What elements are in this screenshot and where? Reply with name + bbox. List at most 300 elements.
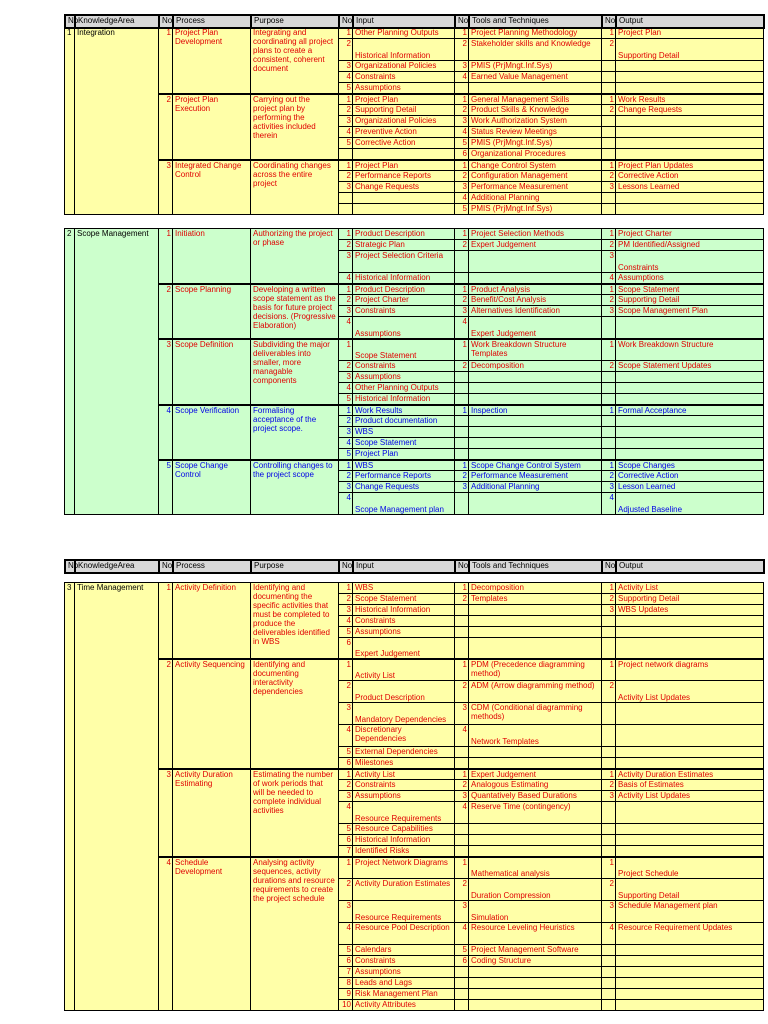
output-number (602, 758, 616, 769)
process-purpose: Coordinating changes across the entire project (251, 160, 339, 215)
output-item (616, 416, 764, 427)
tool-item: Stakeholder skills and Knowledge (469, 39, 602, 61)
tool-number: 1 (455, 857, 469, 879)
tool-number (455, 251, 469, 273)
header-process-no: No (159, 560, 173, 573)
output-number (602, 824, 616, 835)
output-number (602, 427, 616, 438)
tool-number (455, 989, 469, 1000)
header-output-no: No (602, 560, 616, 573)
input-number: 1 (339, 583, 353, 594)
table-row (65, 659, 764, 681)
tool-number (455, 372, 469, 383)
process-purpose: Carrying out the project plan by performing the activities included therein (251, 94, 339, 160)
input-item: Scope Statement (353, 438, 455, 449)
input-number: 2 (339, 780, 353, 791)
output-item (616, 438, 764, 449)
process-purpose: Subdividing the major deliverables into smaller, more managable components (251, 339, 339, 405)
output-number: 3 (602, 791, 616, 802)
input-number: 1 (339, 229, 353, 240)
input-number: 2 (339, 416, 353, 427)
output-item (616, 83, 764, 94)
input-item (353, 193, 455, 204)
output-item (616, 317, 764, 339)
input-item: Change Requests (353, 182, 455, 193)
tool-item (469, 438, 602, 449)
input-number: 4 (339, 923, 353, 945)
input-item: Historical Information (353, 273, 455, 284)
output-number (602, 127, 616, 138)
tool-number: 1 (455, 769, 469, 780)
tool-number: 3 (455, 116, 469, 127)
tool-number: 1 (455, 659, 469, 681)
input-number: 3 (339, 427, 353, 438)
input-number: 4 (339, 383, 353, 394)
tool-item: General Management Skills (469, 94, 602, 105)
process-number: 2 (159, 659, 173, 769)
input-item: Constraints (353, 616, 455, 627)
output-item: WBS Updates (616, 605, 764, 616)
output-item (616, 846, 764, 857)
header-purpose: Purpose (251, 560, 339, 573)
output-item (616, 989, 764, 1000)
tool-number: 3 (455, 306, 469, 317)
output-item (616, 835, 764, 846)
header-output: Output (616, 560, 764, 573)
input-number (339, 149, 353, 160)
output-number: 3 (602, 182, 616, 193)
knowledge-area-number: 1 (65, 28, 75, 215)
input-item: Discretionary Dependencies (353, 725, 455, 747)
input-number: 3 (339, 116, 353, 127)
tool-item (469, 449, 602, 460)
input-item: Activity List (353, 659, 455, 681)
tool-number (455, 493, 469, 515)
tool-item: Project Planning Methodology (469, 28, 602, 39)
input-item: Product Description (353, 229, 455, 240)
header-row (65, 560, 764, 573)
process-purpose: Identifying and documenting the specific activities that must be completed to produce the deliverables identified in WBS (251, 583, 339, 659)
input-item: Scope Management plan (353, 493, 455, 515)
tool-item: ADM (Arrow diagramming method) (469, 681, 602, 703)
output-item (616, 204, 764, 215)
input-number: 2 (339, 594, 353, 605)
tool-number: 2 (455, 39, 469, 61)
output-item (616, 383, 764, 394)
output-item (616, 61, 764, 72)
output-number (602, 802, 616, 824)
output-item: Lesson Learned (616, 482, 764, 493)
input-item: Expert Judgement (353, 638, 455, 659)
output-item (616, 967, 764, 978)
output-number (602, 967, 616, 978)
output-number: 2 (602, 39, 616, 61)
process-name: Project Plan Execution (173, 94, 251, 160)
output-number (602, 204, 616, 215)
input-item: Historical Information (353, 39, 455, 61)
process-purpose: Estimating the number of work periods that will be needed to complete individual activities (251, 769, 339, 857)
output-number: 3 (602, 482, 616, 493)
output-number: 2 (602, 361, 616, 372)
tool-number: 4 (455, 317, 469, 339)
header-tools: Tools and Techniques (469, 15, 602, 28)
tool-number (455, 616, 469, 627)
process-name: Project Plan Development (173, 28, 251, 94)
output-item: Work Breakdown Structure (616, 339, 764, 361)
output-item (616, 945, 764, 956)
output-number: 3 (602, 251, 616, 273)
input-number: 3 (339, 703, 353, 725)
process-number: 3 (159, 160, 173, 215)
tool-item (469, 758, 602, 769)
output-item: Resource Requirement Updates (616, 923, 764, 945)
output-number: 2 (602, 879, 616, 901)
output-number (602, 138, 616, 149)
input-item (353, 149, 455, 160)
tool-number: 4 (455, 725, 469, 747)
tool-number (455, 627, 469, 638)
tool-item (469, 616, 602, 627)
tool-item: Project Selection Methods (469, 229, 602, 240)
input-item: WBS (353, 460, 455, 471)
process-name: Integrated Change Control (173, 160, 251, 215)
input-number: 2 (339, 295, 353, 306)
tool-number: 3 (455, 182, 469, 193)
tool-number: 5 (455, 138, 469, 149)
output-item: Constraints (616, 251, 764, 273)
tool-item: Additional Planning (469, 193, 602, 204)
input-number: 3 (339, 901, 353, 923)
output-item: Project Plan Updates (616, 160, 764, 171)
tool-item: Configuration Management (469, 171, 602, 182)
header-process-no: No (159, 15, 173, 28)
output-number: 2 (602, 594, 616, 605)
tool-number (455, 758, 469, 769)
header-input-no: No (339, 15, 353, 28)
section-table (64, 228, 764, 515)
tool-number: 1 (455, 28, 469, 39)
input-item: Product Description (353, 681, 455, 703)
output-item: PM Identified/Assigned (616, 240, 764, 251)
output-number: 1 (602, 229, 616, 240)
output-number (602, 616, 616, 627)
output-number: 1 (602, 28, 616, 39)
input-number: 7 (339, 846, 353, 857)
process-number: 3 (159, 769, 173, 857)
output-number (602, 383, 616, 394)
tool-number: 4 (455, 193, 469, 204)
input-number: 4 (339, 273, 353, 284)
output-number: 1 (602, 339, 616, 361)
tool-number: 5 (455, 945, 469, 956)
section-table (64, 27, 764, 215)
input-number: 5 (339, 824, 353, 835)
input-item: Product Description (353, 284, 455, 295)
input-item: Constraints (353, 780, 455, 791)
input-number: 1 (339, 28, 353, 39)
output-item (616, 802, 764, 824)
section-table (64, 582, 764, 1011)
input-item: Scope Statement (353, 594, 455, 605)
input-item: Assumptions (353, 791, 455, 802)
input-number: 5 (339, 627, 353, 638)
input-item: Activity List (353, 769, 455, 780)
input-item: Historical Information (353, 605, 455, 616)
process-number: 2 (159, 284, 173, 339)
tool-item: Product Analysis (469, 284, 602, 295)
tool-item (469, 978, 602, 989)
input-number: 10 (339, 1000, 353, 1011)
output-item: Activity List Updates (616, 791, 764, 802)
output-item (616, 638, 764, 659)
input-item: Strategic Plan (353, 240, 455, 251)
input-item: Project Selection Criteria (353, 251, 455, 273)
tool-item: Duration Compression (469, 879, 602, 901)
output-number: 2 (602, 171, 616, 182)
tool-item (469, 835, 602, 846)
input-number: 4 (339, 438, 353, 449)
process-name: Scope Definition (173, 339, 251, 405)
input-item: Assumptions (353, 627, 455, 638)
output-item: Corrective Action (616, 171, 764, 182)
input-number: 1 (339, 857, 353, 879)
tool-number: 6 (455, 956, 469, 967)
tool-item: Inspection (469, 405, 602, 416)
tool-item: Templates (469, 594, 602, 605)
process-purpose: Controlling changes to the project scope (251, 460, 339, 515)
process-name: Initiation (173, 229, 251, 284)
output-item (616, 116, 764, 127)
table-row (65, 284, 764, 295)
header-knowledge-area: KnowledgeArea (75, 15, 159, 28)
tool-item: Expert Judgement (469, 240, 602, 251)
tool-item: PMIS (PrjMngt.Inf.Sys) (469, 138, 602, 149)
tool-number (455, 383, 469, 394)
tool-number (455, 273, 469, 284)
tool-number: 1 (455, 583, 469, 594)
tool-item (469, 394, 602, 405)
input-number: 4 (339, 127, 353, 138)
tool-item: Organizational Procedures (469, 149, 602, 160)
output-number (602, 438, 616, 449)
tool-number: 3 (455, 482, 469, 493)
output-item: Formal Acceptance (616, 405, 764, 416)
output-item: Lessons Learned (616, 182, 764, 193)
input-item: Assumptions (353, 83, 455, 94)
output-number (602, 116, 616, 127)
output-number: 2 (602, 105, 616, 116)
tool-item: Simulation (469, 901, 602, 923)
input-item: Project Charter (353, 295, 455, 306)
output-item: Supporting Detail (616, 594, 764, 605)
input-item: Activity Attributes (353, 1000, 455, 1011)
input-number: 6 (339, 956, 353, 967)
output-item: Basis of Estimates (616, 780, 764, 791)
output-number (602, 317, 616, 339)
header-input: Input (353, 560, 455, 573)
tool-number: 3 (455, 703, 469, 725)
input-number: 2 (339, 681, 353, 703)
input-number: 4 (339, 616, 353, 627)
tool-item: PMIS (PrjMngt.Inf.Sys) (469, 61, 602, 72)
tool-number: 1 (455, 284, 469, 295)
input-item: Assumptions (353, 372, 455, 383)
input-item: Other Planning Outputs (353, 28, 455, 39)
tool-number: 4 (455, 923, 469, 945)
input-number: 5 (339, 945, 353, 956)
output-item: Scope Management Plan (616, 306, 764, 317)
tool-item: Change Control System (469, 160, 602, 171)
input-number: 2 (339, 361, 353, 372)
tool-item: Alternatives Identification (469, 306, 602, 317)
output-item: Project Schedule (616, 857, 764, 879)
input-number: 6 (339, 835, 353, 846)
header-output: Output (616, 15, 764, 28)
process-name: Activity Definition (173, 583, 251, 659)
input-number: 3 (339, 251, 353, 273)
input-number: 4 (339, 317, 353, 339)
tool-item: Scope Change Control System (469, 460, 602, 471)
tool-number (455, 427, 469, 438)
input-item: Calendars (353, 945, 455, 956)
output-number: 1 (602, 583, 616, 594)
knowledge-area-number: 2 (65, 229, 75, 515)
input-item: Product documentation (353, 416, 455, 427)
input-item: WBS (353, 583, 455, 594)
output-number (602, 449, 616, 460)
tool-number (455, 394, 469, 405)
input-number: 6 (339, 638, 353, 659)
output-item: Project Charter (616, 229, 764, 240)
output-number (602, 978, 616, 989)
input-number: 7 (339, 967, 353, 978)
header-table (64, 14, 765, 29)
tool-item (469, 824, 602, 835)
output-number: 1 (602, 160, 616, 171)
output-item (616, 824, 764, 835)
output-item: Activity List Updates (616, 681, 764, 703)
output-number: 2 (602, 295, 616, 306)
input-number: 8 (339, 978, 353, 989)
input-number: 2 (339, 471, 353, 482)
tool-item: Quantatively Based Durations (469, 791, 602, 802)
tool-number (455, 824, 469, 835)
input-number: 3 (339, 372, 353, 383)
input-item: Milestones (353, 758, 455, 769)
output-number: 3 (602, 901, 616, 923)
output-number (602, 747, 616, 758)
tool-number (455, 978, 469, 989)
output-item: Scope Changes (616, 460, 764, 471)
process-purpose: Authorizing the project or phase (251, 229, 339, 284)
output-number: 3 (602, 306, 616, 317)
input-number: 2 (339, 105, 353, 116)
output-item: Supporting Detail (616, 879, 764, 901)
input-item: Performance Reports (353, 171, 455, 182)
output-item (616, 138, 764, 149)
header-process: Process (173, 15, 251, 28)
tool-item: Decomposition (469, 583, 602, 594)
output-item (616, 1000, 764, 1011)
table-row (65, 160, 764, 171)
output-number (602, 703, 616, 725)
output-item (616, 616, 764, 627)
tool-number: 4 (455, 127, 469, 138)
output-item (616, 427, 764, 438)
tool-number: 2 (455, 780, 469, 791)
output-item: Project Plan (616, 28, 764, 39)
output-number: 2 (602, 240, 616, 251)
input-item: Constraints (353, 72, 455, 83)
output-number (602, 627, 616, 638)
tool-number: 2 (455, 471, 469, 482)
output-number (602, 945, 616, 956)
output-item (616, 703, 764, 725)
output-item: Change Requests (616, 105, 764, 116)
output-item: Assumptions (616, 273, 764, 284)
input-item: Historical Information (353, 835, 455, 846)
tool-item (469, 967, 602, 978)
process-name: Scope Change Control (173, 460, 251, 515)
input-number: 5 (339, 394, 353, 405)
input-item: External Dependencies (353, 747, 455, 758)
tool-number: 1 (455, 405, 469, 416)
tool-number: 1 (455, 229, 469, 240)
tool-number: 2 (455, 295, 469, 306)
process-number: 5 (159, 460, 173, 515)
process-name: Scope Planning (173, 284, 251, 339)
input-item: Performance Reports (353, 471, 455, 482)
input-number: 1 (339, 284, 353, 295)
input-item: Organizational Policies (353, 61, 455, 72)
input-number: 3 (339, 61, 353, 72)
output-item: Schedule Management plan (616, 901, 764, 923)
tool-item (469, 273, 602, 284)
table-row (65, 405, 764, 416)
output-item (616, 193, 764, 204)
tool-item: Work Authorization System (469, 116, 602, 127)
tool-number: 2 (455, 171, 469, 182)
input-number: 9 (339, 989, 353, 1000)
output-item: Work Results (616, 94, 764, 105)
tool-number (455, 747, 469, 758)
header-output-no: No (602, 15, 616, 28)
output-item (616, 627, 764, 638)
tool-number: 2 (455, 681, 469, 703)
header-table (64, 559, 765, 574)
output-number: 2 (602, 471, 616, 482)
tool-item: PDM (Precedence diagramming method) (469, 659, 602, 681)
tool-item: Coding Structure (469, 956, 602, 967)
input-number: 3 (339, 482, 353, 493)
tool-item: Work Breakdown Structure Templates (469, 339, 602, 361)
input-item: Assumptions (353, 967, 455, 978)
output-item: Project network diagrams (616, 659, 764, 681)
tool-number (455, 967, 469, 978)
tool-number: 4 (455, 802, 469, 824)
knowledge-area-name: Scope Management (75, 229, 159, 515)
tool-item (469, 747, 602, 758)
input-item: Change Requests (353, 482, 455, 493)
output-item (616, 149, 764, 160)
output-number: 1 (602, 857, 616, 879)
output-number (602, 835, 616, 846)
input-number: 1 (339, 659, 353, 681)
input-item: Work Results (353, 405, 455, 416)
table-row (65, 229, 764, 240)
table-row (65, 769, 764, 780)
tool-item (469, 416, 602, 427)
